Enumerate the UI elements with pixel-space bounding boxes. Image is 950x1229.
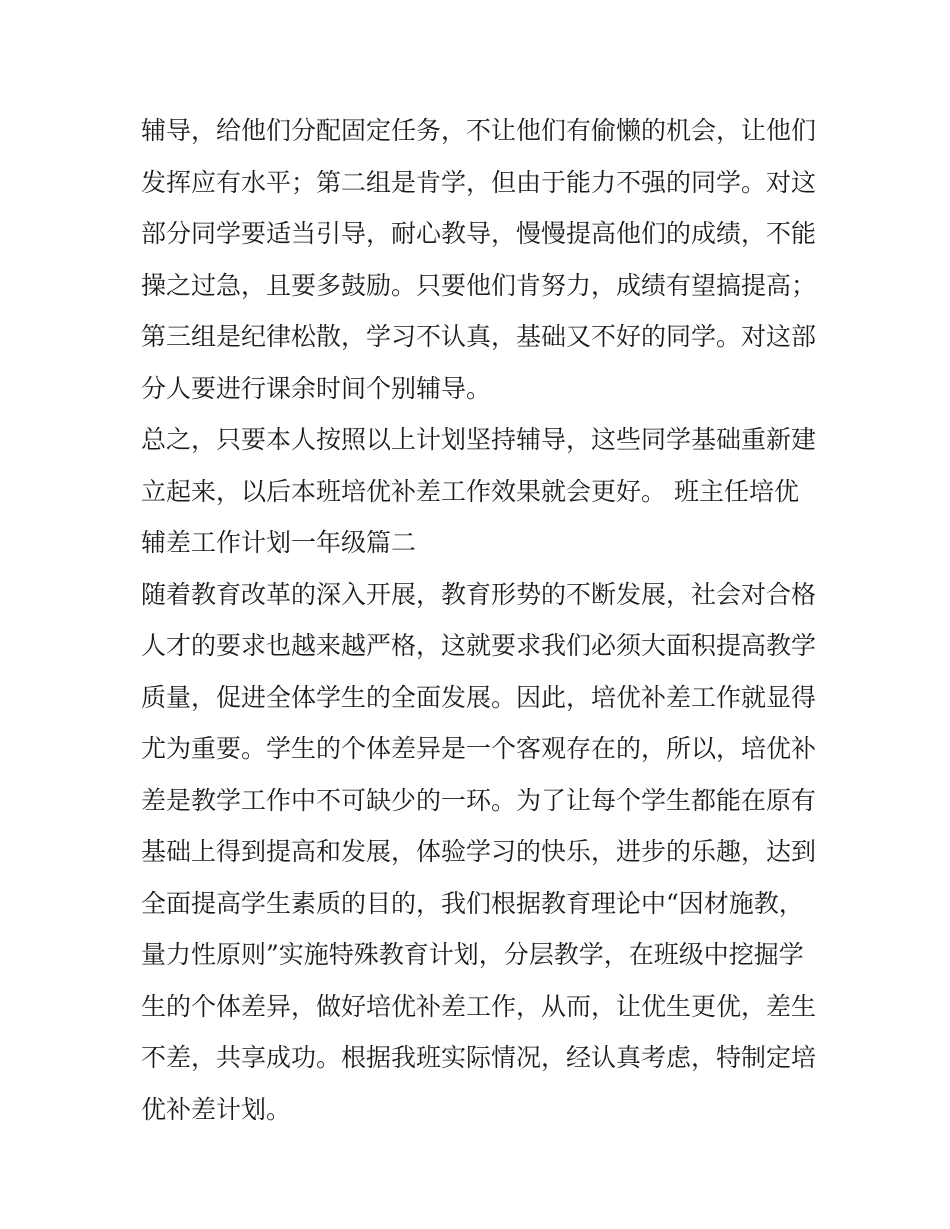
text-line: 全面提高学生素质的目的，我们根据教育理论中“因材施教， [141, 888, 804, 918]
body-text [141, 105, 821, 1135]
text-line: 立起来，以后本班培优补差工作效果就会更好。 班主任培优 [141, 476, 799, 506]
text-line: 尤为重要。学生的个体差异是一个客观存在的，所以，培优补 [141, 734, 817, 763]
text-line: 人才的要求也越来越严格，这就要求我们必须大面积提高教学 [141, 631, 817, 660]
text-line: 第三组是纪律松散，学习不认真，基础又不好的同学。对这部 [141, 322, 817, 351]
text-line: 随着教育改革的深入开展，教育形势的不断发展，社会对合格 [141, 579, 817, 609]
text-line: 操之过急，且要多鼓励。只要他们肯努力，成绩有望搞提高； [141, 270, 817, 300]
text-line: 总之，只要本人按照以上计划坚持辅导，这些同学基础重新建 [141, 425, 817, 454]
text-line: 辅差工作计划一年级篇二 [141, 528, 417, 557]
text-line: 辅导，给他们分配固定任务，不让他们有偷懒的机会，让他们 [141, 116, 817, 145]
text-line: 基础上得到提高和发展，体验学习的快乐，进步的乐趣，达到 [141, 837, 817, 866]
text-line: 不差，共享成功。根据我班实际情况，经认真考虑，特制定培 [141, 1043, 817, 1072]
text-line: 质量，促进全体学生的全面发展。因此，培优补差工作就显得 [141, 682, 817, 712]
text-line: 部分同学要适当引导，耐心教导，慢慢提高他们的成绩，不能 [141, 219, 817, 248]
text-line: 分人要进行课余时间个别辅导。 [141, 373, 492, 403]
text-line: 发挥应有水平；第二组是肯学，但由于能力不强的同学。对这 [141, 167, 817, 197]
text-line: 优补差计划。 [141, 1094, 292, 1124]
text-line: 量力性原则”实施特殊教育计划，分层教学，在班级中挖掘学 [141, 940, 804, 969]
text-line: 生的个体差异，做好培优补差工作，从而，让优生更优，差生 [141, 991, 817, 1021]
text-line: 差是教学工作中不可缺少的一环。为了让每个学生都能在原有 [141, 785, 817, 815]
